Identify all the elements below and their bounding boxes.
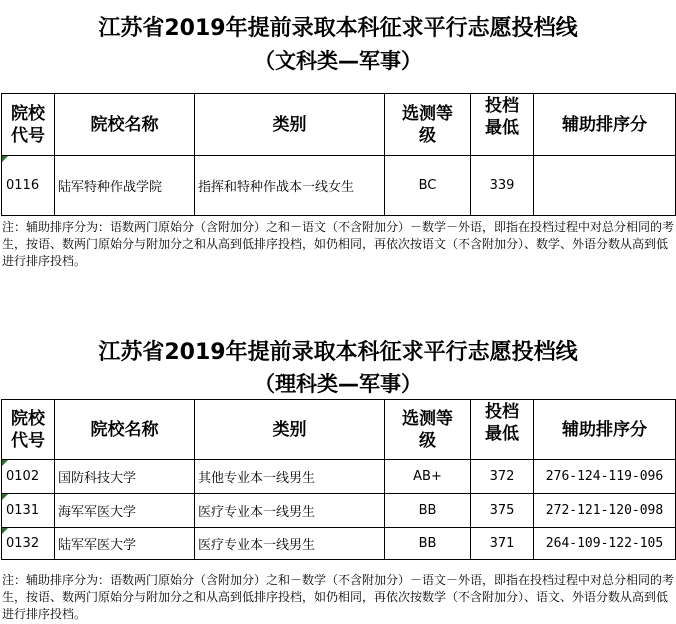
section2-note: 注：辅助排序分为：语数两门原始分（含附加分）之和－数学（不含附加分）－语文－外语，即指在投档过程中对总分相同的考生，按语、数两门原始分与附加分之和从高到低排序投档，如仍相同，再依次按数学（不含附加分）、语文、外语分数从高到低进行排序投档。 [2, 573, 675, 621]
header-aux-score: 辅助排序分 [534, 400, 676, 460]
cell-aux: 272-121-120-098 [534, 494, 676, 528]
header-aux-score: 辅助排序分 [534, 94, 676, 156]
cell-category: 医疗专业本一线男生 [195, 494, 385, 528]
cell-aux [534, 156, 676, 216]
cell-level: BC [385, 156, 471, 216]
section2-subtitle: （理科类—军事） [254, 372, 422, 396]
cell-category: 其他专业本一线男生 [195, 460, 385, 494]
cell-school: 陆军特种作战学院 [55, 156, 195, 216]
header-min-score: 投档 最低 [471, 94, 534, 156]
cell-code: 0131 [2, 494, 55, 528]
cell-code: 0102 [2, 460, 55, 494]
cell-category: 指挥和特种作战本一线女生 [195, 156, 385, 216]
section2-table [1, 399, 676, 560]
header-category: 类别 [195, 400, 385, 460]
table-row [2, 156, 676, 216]
header-category: 类别 [195, 94, 385, 156]
header-school-name: 院校名称 [55, 400, 195, 460]
header-school-code: 院校 代号 [2, 94, 55, 156]
cell-score: 339 [471, 156, 534, 216]
cell-category: 医疗专业本一线男生 [195, 528, 385, 560]
header-test-level: 选测等 级 [385, 94, 471, 156]
cell-code: 0132 [2, 528, 55, 560]
table-row [2, 460, 676, 494]
section1-table [1, 93, 676, 216]
section1-subtitle: （文科类—军事） [254, 49, 422, 73]
cell-score: 375 [471, 494, 534, 528]
header-school-name: 院校名称 [55, 94, 195, 156]
header-min-score: 投档 最低 [471, 400, 534, 460]
cell-school: 海军军医大学 [55, 494, 195, 528]
header-test-level: 选测等 级 [385, 400, 471, 460]
section2-title: 江苏省2019年提前录取本科征求平行志愿投档线 [98, 340, 578, 365]
cell-aux: 264-109-122-105 [534, 528, 676, 560]
cell-code: 0116 [2, 156, 55, 216]
cell-score: 372 [471, 460, 534, 494]
cell-level: BB [385, 528, 471, 560]
cell-school: 陆军军医大学 [55, 528, 195, 560]
cell-aux: 276-124-119-096 [534, 460, 676, 494]
table-row [2, 494, 676, 528]
cell-school: 国防科技大学 [55, 460, 195, 494]
cell-level: AB+ [385, 460, 471, 494]
section2-header-row [2, 400, 676, 460]
section1-header-row [2, 94, 676, 156]
section1-title: 江苏省2019年提前录取本科征求平行志愿投档线 [98, 16, 578, 41]
cell-score: 371 [471, 528, 534, 560]
header-school-code: 院校 代号 [2, 400, 55, 460]
table-row [2, 528, 676, 560]
section1-note: 注：辅助排序分为：语数两门原始分（含附加分）之和－语文（不含附加分）－数学－外语，即指在投档过程中对总分相同的考生，按语、数两门原始分与附加分之和从高到低排序投档，如仍相同，再依次按语文（不含附加分）、数学、外语分数从高到低进行排序投档。 [2, 220, 675, 268]
cell-level: BB [385, 494, 471, 528]
